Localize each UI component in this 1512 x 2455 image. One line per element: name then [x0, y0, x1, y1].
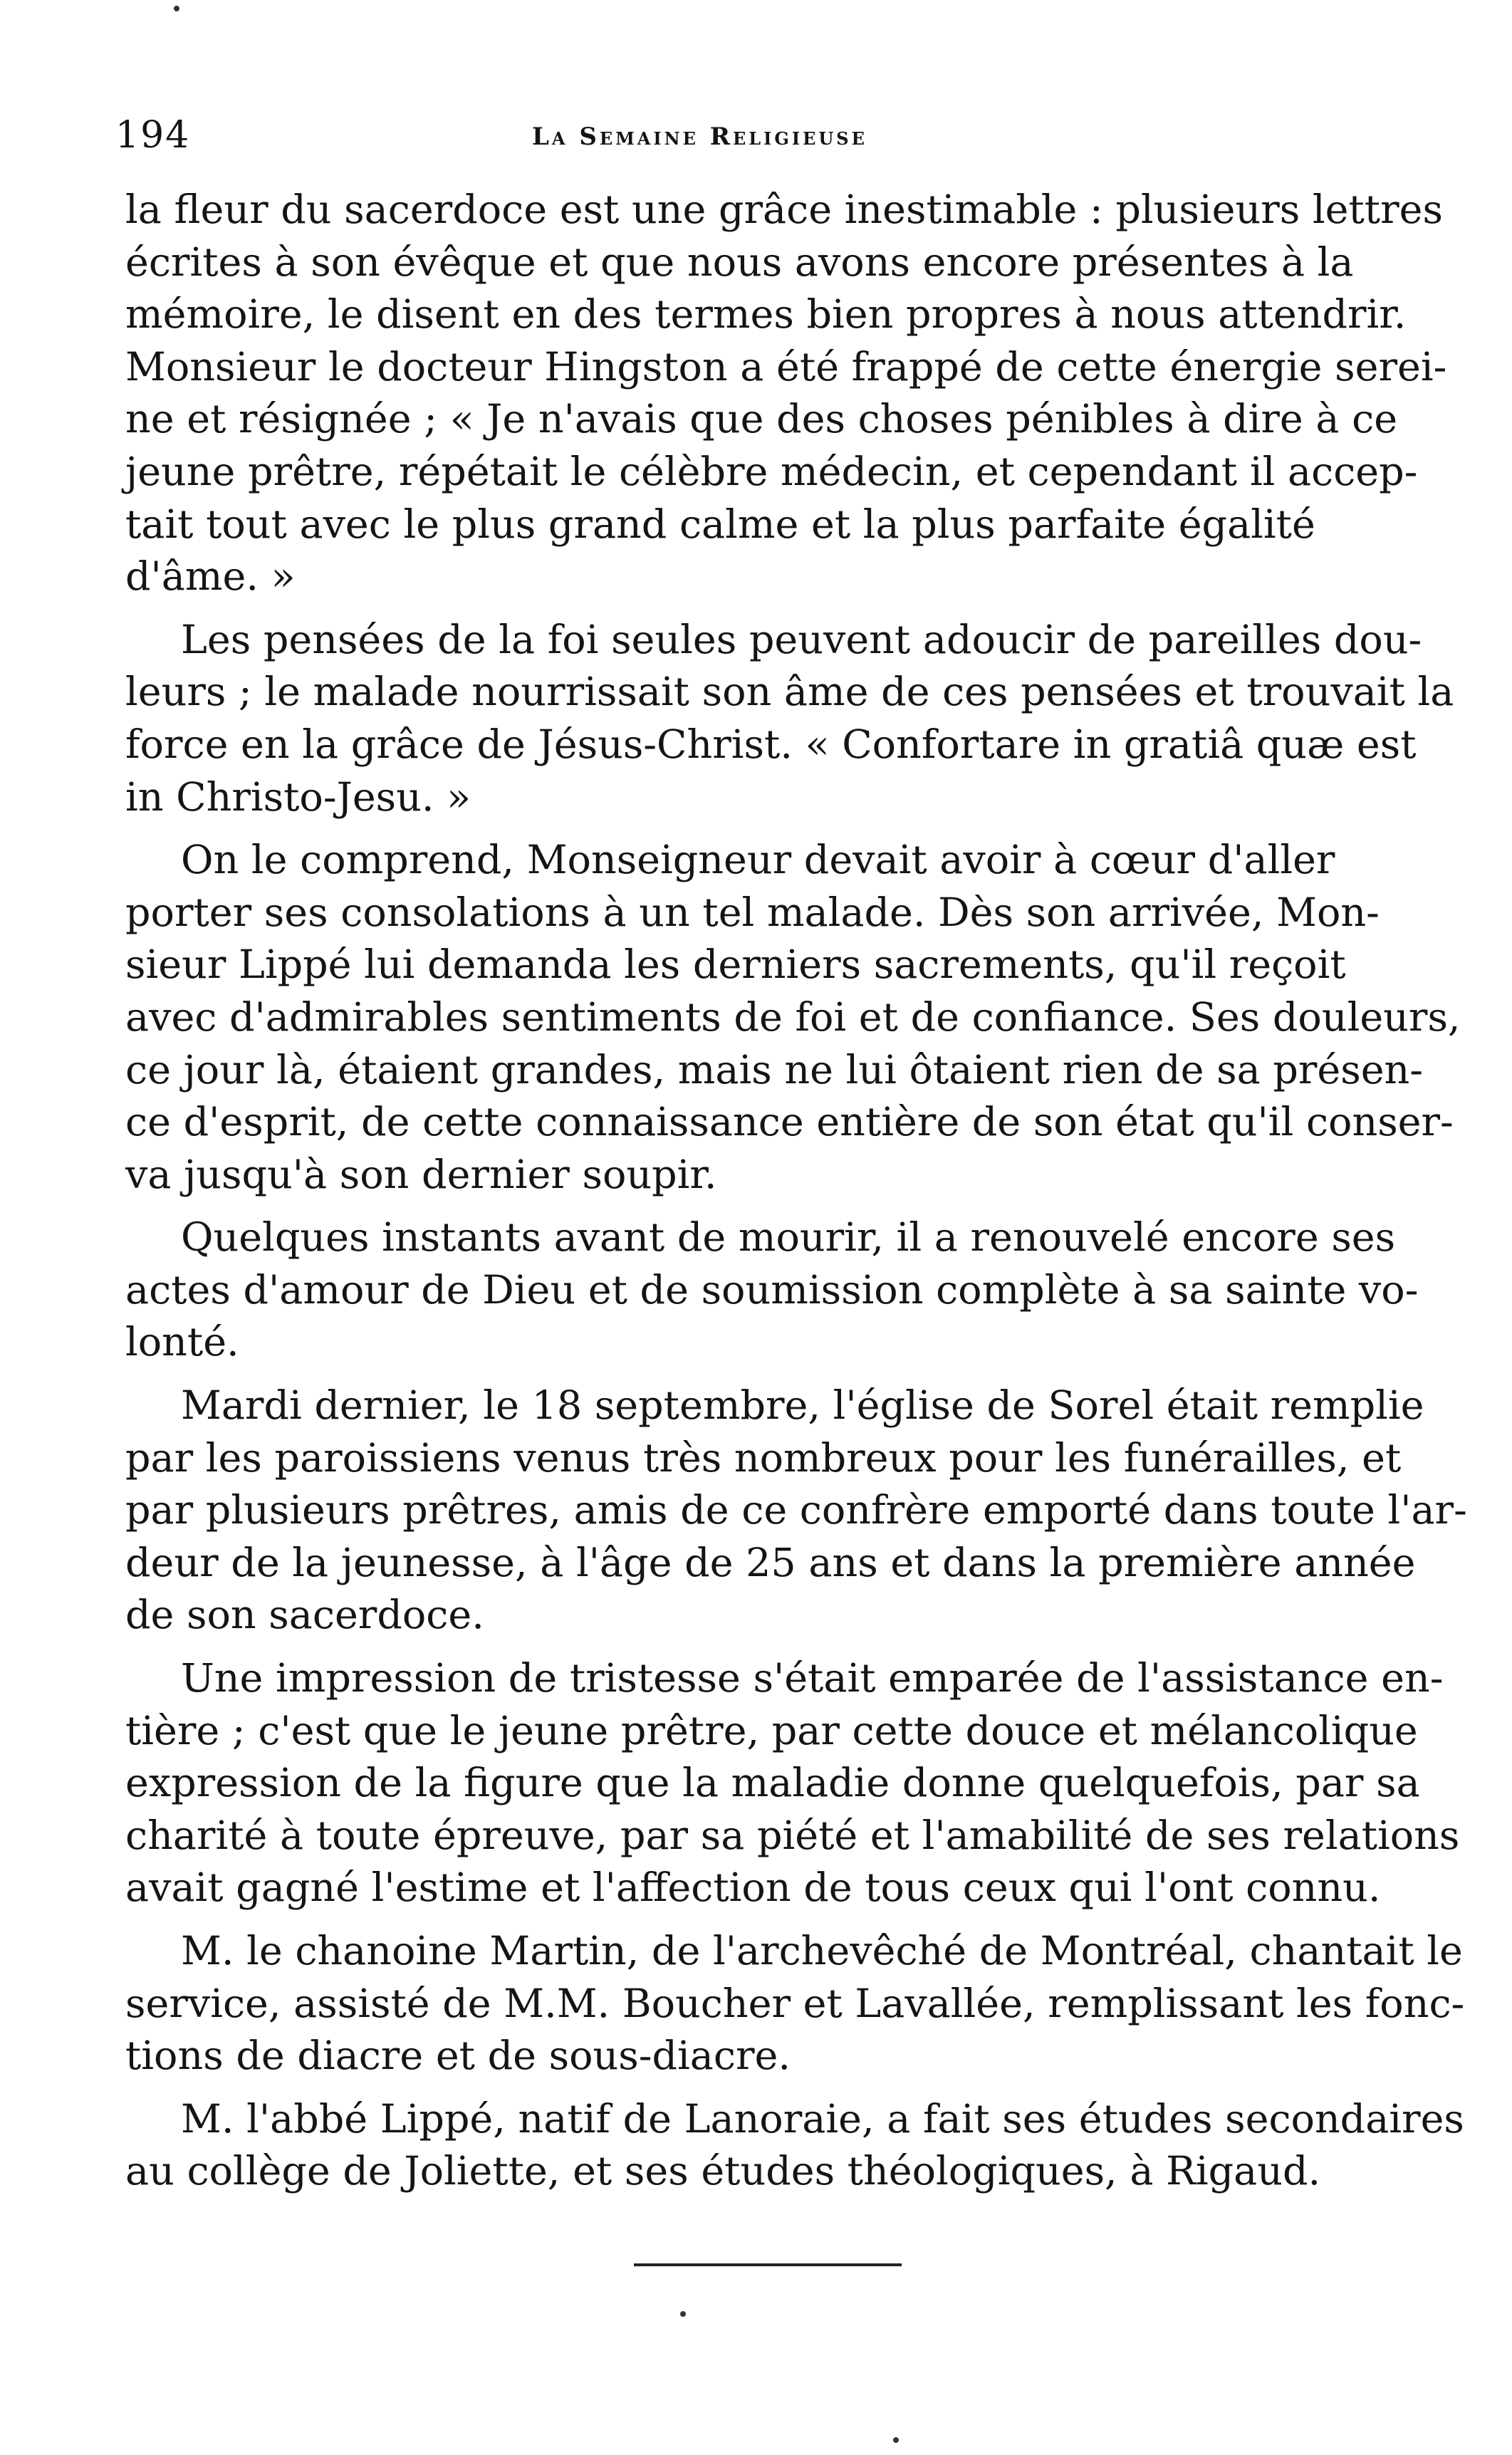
text-line: deur de la jeunesse, à l'âge de 25 ans et dans la première année — [125, 1539, 1416, 1586]
text-line: charité à toute épreuve, par sa piété et l'amabilité de ses relations — [125, 1812, 1460, 1859]
text-line: Quelques instants avant de mourir, il a renouvelé encore ses — [181, 1214, 1396, 1261]
paragraph — [125, 1380, 1467, 1642]
text-line: avec d'admirables sentiments de foi et de confiance. Ses douleurs, — [125, 994, 1461, 1041]
text-line: tait tout avec le plus grand calme et la plus parfaite égalité — [125, 501, 1315, 548]
section-divider — [634, 2263, 902, 2266]
paragraph — [125, 1925, 1465, 2083]
text-line: par les paroissiens venus très nombreux pour les funérailles, et — [125, 1434, 1402, 1481]
text-line: va jusqu'à son dernier soupir. — [125, 1151, 717, 1198]
text-line: ce jour là, étaient grandes, mais ne lui ôtaient rien de sa présen- — [125, 1046, 1424, 1093]
text-line: actes d'amour de Dieu et de soumission complète à sa sainte vo- — [125, 1266, 1419, 1313]
text-line: mémoire, le disent en des termes bien propres à nous attendrir. — [125, 291, 1407, 338]
paragraph-gap — [125, 2083, 1400, 2093]
print-speck — [174, 6, 179, 11]
text-line: force en la grâce de Jésus-Christ. « Confortare in gratiâ quæ est — [125, 721, 1417, 768]
text-line: par plusieurs prêtres, amis de ce confrère emporté dans toute l'ar- — [125, 1487, 1467, 1534]
paragraph-gap — [125, 1201, 1400, 1211]
text-line: sieur Lippé lui demanda les derniers sacrements, qu'il reçoit — [125, 942, 1346, 989]
text-line: lonté. — [125, 1319, 239, 1366]
text-line: Les pensées de la foi seules peuvent adoucir de pareilles dou- — [181, 616, 1422, 663]
running-title: La Semaine Religieuse — [532, 123, 867, 151]
paragraph — [125, 834, 1461, 1201]
text-line: de son sacerdoce. — [125, 1592, 484, 1639]
text-line: Une impression de tristesse s'était emparée de l'assistance en- — [181, 1655, 1444, 1702]
text-line: On le comprend, Monseigneur devait avoir à cœur d'aller — [181, 837, 1335, 884]
text-line: au collège de Joliette, et ses études théologiques, à Rigaud. — [125, 2148, 1321, 2195]
paragraph-gap — [125, 1642, 1400, 1652]
paragraph — [125, 614, 1454, 823]
text-line: leurs ; le malade nourrissait son âme de ces pensées et trouvait la — [125, 669, 1454, 716]
print-speck — [893, 2437, 899, 2443]
text-line: tière ; c'est que le jeune prêtre, par cette douce et mélancolique — [125, 1707, 1418, 1754]
print-speck — [680, 2311, 686, 2317]
text-line: in Christo-Jesu. » — [125, 773, 471, 820]
text-line: jeune prêtre, répétait le célèbre médecin, et cependant il accep- — [125, 448, 1418, 495]
paragraph-gap — [125, 823, 1400, 834]
text-line: service, assisté de M.M. Boucher et Lavallée, remplissant les fonc- — [125, 1980, 1465, 2027]
text-line: M. l'abbé Lippé, natif de Lanoraie, a fait ses études secondaires — [181, 2095, 1464, 2142]
text-line: d'âme. » — [125, 553, 296, 600]
text-line: avait gagné l'estime et l'affection de tous ceux qui l'ont connu. — [125, 1865, 1381, 1912]
paragraph — [125, 2093, 1464, 2198]
text-line: porter ses consolations à un tel malade. Dès son arrivée, Mon- — [125, 889, 1380, 936]
page-header — [115, 114, 1404, 164]
text-line: expression de la figure que la maladie donne quelquefois, par sa — [125, 1760, 1420, 1807]
text-line: ce d'esprit, de cette connaissance entière de son état qu'il conser- — [125, 1099, 1454, 1146]
paragraph-gap — [125, 603, 1400, 614]
text-line: tions de diacre et de sous-diacre. — [125, 2033, 791, 2080]
text-line: ne et résignée ; « Je n'avais que des choses pénibles à dire à ce — [125, 396, 1398, 443]
page-number: 194 — [115, 114, 191, 157]
paragraph-gap — [125, 1369, 1400, 1380]
text-line: Mardi dernier, le 18 septembre, l'église de Sorel était remplie — [181, 1382, 1424, 1429]
paragraph — [125, 1652, 1460, 1914]
text-line: écrites à son évêque et que nous avons encore présentes à la — [125, 239, 1354, 286]
text-line: M. le chanoine Martin, de l'archevêché de Montréal, chantait le — [181, 1928, 1463, 1974]
paragraph — [125, 184, 1447, 603]
text-line: Monsieur le docteur Hingston a été frappé de cette énergie serei- — [125, 343, 1447, 390]
paragraph-gap — [125, 1914, 1400, 1925]
paragraph — [125, 1211, 1419, 1369]
text-line: la fleur du sacerdoce est une grâce inestimable : plusieurs lettres — [125, 187, 1443, 233]
body-text — [125, 184, 1467, 2198]
